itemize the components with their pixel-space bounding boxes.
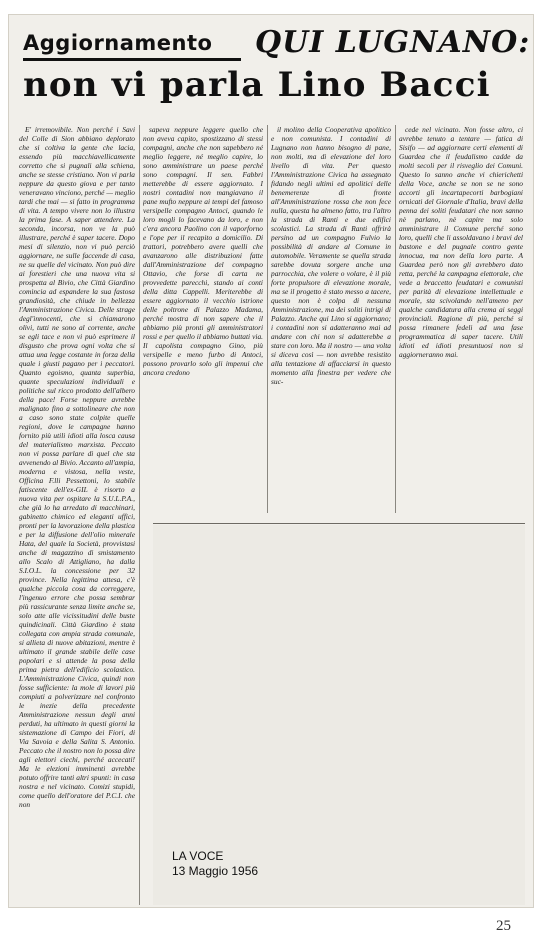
headline-line-2: non vi parla Lino Bacci xyxy=(23,65,491,105)
kicker-underline xyxy=(23,58,241,61)
column-text: il molino della Cooperativa apolitico e non comunista. I contadini di Lugnano non hanno bisogno di pane, non molti, ma di elevazione del loro livello di vita. Per questo l'Amministrazione Civica ha assegnato fidando negli ultimi ed apolitici delle benemerenze di fronte all'Amministrazione rossa che non fece nulla, questa ha almeno fatto, tra l'altro la strada di Ranti e due edifici scolastici. La strada di Ranti offrirà persino ad un compagno Fulvio la possibilità di andare al Comune in automobile. Veramente se quella strada sarebbe dovuta sorgere anche una parrocchia, che volere o volare, è il più forte propulsore di elevazione morale, ma se il progetto è stato messo a tacere, questo non è colpa di nessuna Amministrazione, ma dei soliti intrigi di Palazzo. Anche qui Lino si aggiornano; i contadini non si adatteranno mai ad andare con chi non si adatterebbe a stare con loro. Ma il nostro — una volta si diceva così — non avrebbe resistito alla tentazione di affacciarsi in questo momento alla finestra per vedere che suc- xyxy=(271,125,391,386)
column-text: sapeva neppure leggere quello che non aveva capito, spostizzano di stessi compagni, anche che non sapebbero né meglio leggere, né meglio capire, lo sono amministrare un paese perché sono compagni. Il sen. Fabbri metterebbe di essere aggiornato. I nostri contadini non mangiavano il pane mufto neppure ai tempi del famoso versipelle compagno Antoci, quando le loro mogli lo facevano da loro, e non c'era ancora Paolino con il vaporforno e l'ope per il recapito a domicilio. Di trattori, potrebbero avere quelli che avanzarono alle distribuzioni fatte dall'Amministrazione del compagno Ottavio, che forse di carta ne provvedette parecchi, stando ai conti della ditta Cappelli. Meriterebbe di essere aggiornato il vecchio istrione delle poltrone di Palazzo Madama, perché mostra di non sapere che il abbiamo più pronti gli amministratori rossi e per quello il abbiamo buttati via. Il capolista compagno Gino, più versipelle e meno furbo di Antoci, possono provarlo solo gli impenui che ancora credono xyxy=(143,125,263,377)
source-credit xyxy=(172,849,258,879)
column-text: E' irremovibile. Non perché i Savi del Colle di Sion abbiano deplorato che si coltiva la gente che lacia, essendo più macchiavellicamente corretto che si pugnali alla schiena, anche se stesse cristiano. Non vi parla neppure da questo giova e per tanto veneravano vinciono, perché — meglio tardi che mai — si fatto in programma di vita. A tempo vivere non lo illustra la prima fase. A saper attendere. La seconda, incorsa, non ve la può illustrare, perché è saper tacere. Dopo mesi di silenzio, non vi può perciò aggiornare, ne sulle faccende di casa, ne su quelle del vicinato. Non può dire ai forestieri che una nuova vita si prospetta al Bivio, che Città Giardino comincia ad espandere la sua fastosa grandiosità, che chiude in bellezza l'Amministrazione Civica. Delle strage degl'innocenti, che si chiamarono olivi, tutti ne sono al corrente, anche se egli tace e non vi può esprimere il disgusto che prova ogni volta che si attua una legge costante in forza della quale i giusti pagano per i peccatori. Quanto egoismo, quanta superbia, quante speculazioni individuali e politiche sul ricco prodotto dell'albero della pace! Forse neppure avrebbe malignato fino a sottolineare che non a caso sono state colpite quelle regioni, dove le campagne hanno fornito più utili idioti alla losca causa del materialismo marxista. Peccato non vi possa parlare di quel che sta avvenendo al Bivio. Accanto all'ampia, moderna e vistosa, nella veste, Officina F.lli Pessettoni, lo stabile fatiscente dell'ex-GIL è risorto a nuova vita per ospitare la S.U.L.P.A., che già lo ha arredato di macchinari, gabinetto chimico ed eleganti uffici, pronti per la lavorazione della plastica e per la diffusione dell'olio minerale Hata, del quale la Società, provvistasi anche di magazzino di smistamento allo Scalo di Attigliano, ha dalla S.I.O.L. la concessione per 32 province. Nella legittima attesa, c'è qualche piccola cosa da correggere, l'ingenuo errore che possa sembrar più rassicurante senza limite anche se, solo atte alle vicissitudini delle buste quindicinali. Città Giardino è stata collegata con ampia strada comunale, si allieta di nuove abitazioni, mentre è ultimato il grande stabile delle case popolari e si attende la posa della prima pietra dell'edificio scolastico. L'Amministrazione Civica, quindi non fosse sufficiente: la mole di lavori più compiuti a polverizzare nel confronto le inezie della precedente Amministrazione nessun degli anni perduti, ha ultimato in questi giorni la sistemazione di Campo dei Fiori, di Via Savoia e della Salita S. Antonio. Peccato che il nostro non lo possa dire agli elettori ciechi, perché accecati! Ma le elezioni imminenti avrebbe potuto offrire tanti altri spunti: in casa nostra e nel vicinato. Comizi stupidi, come quello dell'oratore del P.C.I. che non xyxy=(19,125,135,809)
column-text: cede nel vicinato. Non fosse altro, ci avrebbe tenuto a tentare — fatica di Sisifo — ad aggiornare certi elementi di Guardea che il feudalismo cadde da molti secoli per il risveglio dei Comuni. Questo lo sanno anche vi chierichetti della Voce, anche se non se ne sono accorti gli incartapecorti barbogiani ornicati del Giornale d'Italia, bravi della penna dei soliti feudatari che non sanno nè parlano, nè capire ma solo amministrare il Comune perché sono loro, quelli che li assoldavano i bravi del bastone e del pugnale contro gente innocua, ma non della loro parte. A Guardea però non gli avrebbero dato retta, perché la campagna elettorale, che vede a braccetto feudatari e comunisti per parità di elevazione intellettuale e morale, sta scivolando nell'ameno per qualche candidatura alla crema ai seggi provinciali. Ragione di più, perché si possa rimanere fedeli ad una fase programmatica di saper tacere. Utili idioti ed idioti presuntuosi non si aggiorneranno mai. xyxy=(399,125,523,359)
article-column-2 xyxy=(143,125,263,513)
article-body xyxy=(19,125,525,809)
page-number: 25 xyxy=(496,918,511,934)
article-column-4 xyxy=(399,125,523,445)
faded-background-area xyxy=(153,525,525,905)
headline-line-1: QUI LUGNANO: xyxy=(255,25,531,60)
article-column-1 xyxy=(19,125,135,905)
article-end-rule xyxy=(153,523,525,524)
column-divider xyxy=(267,125,268,513)
source-date: 13 Maggio 1956 xyxy=(172,864,259,878)
article-heading xyxy=(23,25,531,117)
column-divider xyxy=(139,125,140,905)
newspaper-clipping xyxy=(8,14,534,908)
source-publication: LA VOCE xyxy=(172,849,224,863)
article-column-3 xyxy=(271,125,391,513)
column-divider xyxy=(395,125,396,513)
heading-kicker: Aggiornamento xyxy=(23,31,213,55)
